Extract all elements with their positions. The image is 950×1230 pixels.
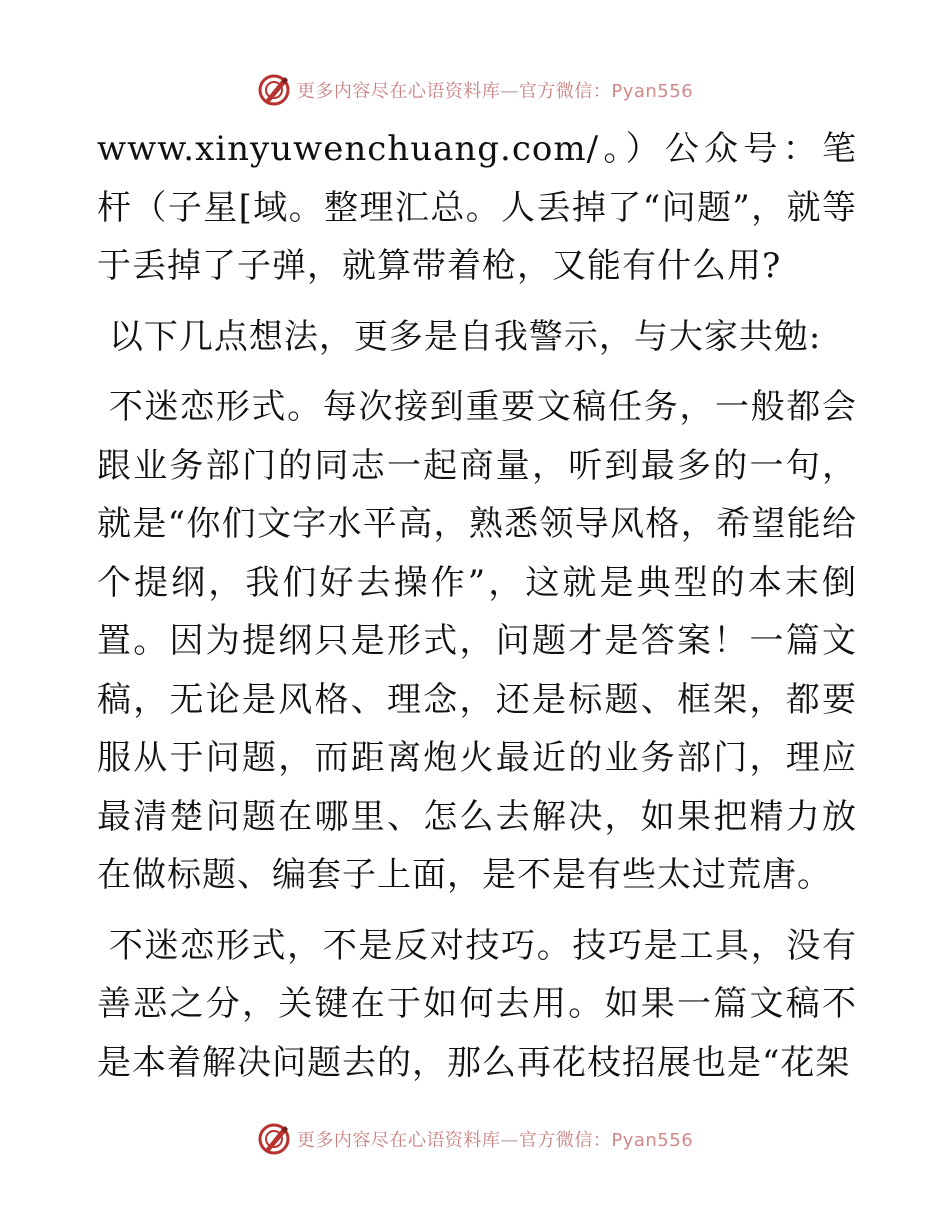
paragraph-2: 以下几点想法，更多是自我警示，与大家共勉:: [108, 316, 822, 357]
document-body: [97, 120, 857, 1104]
banner-wechat-label: 官方微信：: [518, 81, 612, 102]
pen-logo-icon: [257, 1122, 291, 1156]
banner-wechat-label: 官方微信：: [518, 1130, 612, 1151]
pen-logo-icon: [257, 73, 291, 107]
paragraph-4: 不迷恋形式，不是反对技巧。技巧是工具，没有善恶之分，关键在于如何去用。如果一篇文稿不是本着解决问题去的，那么再花枝招展也是“花架: [97, 925, 857, 1083]
banner-separator: —: [500, 1130, 519, 1151]
banner-wechat-id: Pyan556: [611, 81, 694, 102]
footer-banner-text: [297, 1126, 693, 1152]
paragraph-3: 不迷恋形式。每次接到重要文稿任务，一般都会跟业务部门的同志一起商量，听到最多的一句，就是“你们文字水平高，熟悉领导风格，希望能给个提纲，我们好去操作”，这就是典型的本末倒置。因为提纲只是形式，问题才是答案！一篇文稿，无论是风格、理念，还是标题、框架，都要服从于问题，而距离炮火最近的业务部门，理应最清楚问题在哪里、怎么去解决，如果把精力放在做标题、编套子上面，是不是有些太过荒唐。: [97, 387, 857, 895]
footer-banner: [0, 1119, 950, 1159]
banner-wechat-id: Pyan556: [611, 1130, 694, 1151]
header-banner-text: [297, 77, 693, 103]
banner-separator: —: [500, 81, 519, 102]
banner-slogan: 更多内容尽在心语资料库: [296, 1130, 501, 1151]
banner-slogan: 更多内容尽在心语资料库: [296, 81, 501, 102]
paragraph-1: www.xinyuwenchuang.com/。）公众号：笔杆（子星[域。整理汇总。人丢掉了“问题”，就等于丢掉了子弹，就算带着枪，又能有什么用?: [97, 129, 857, 286]
header-banner: [0, 70, 950, 110]
